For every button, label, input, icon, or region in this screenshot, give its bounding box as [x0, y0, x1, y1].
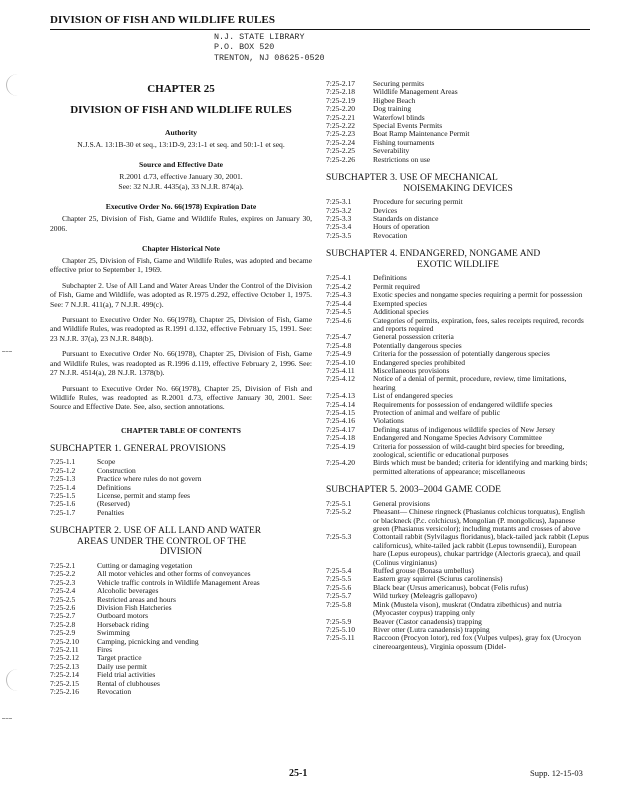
section-number: 7:25-5.11 — [326, 633, 355, 643]
chapter-title: DIVISION OF FISH AND WILDLIFE RULES — [70, 104, 292, 116]
section-title: Requirements for possession of endangered wildlife species — [373, 399, 553, 409]
section-title: Penalties — [97, 507, 125, 517]
history-paragraph: Pursuant to Executive Order No. 66(1978), Chapter 25, Division of Fish, Game and Wildlife Rules, was readopted as R.1991 d.132, effective February 15, 1991. See: 23 N.J.R. 37(a), 23 N.J.R. 848(b). — [50, 315, 312, 343]
section-title: Endangered species prohibited — [373, 357, 466, 367]
section-number: 7:25-3.2 — [326, 205, 352, 215]
section-number: 7:25-1.4 — [50, 482, 76, 492]
section-number: 7:25-2.20 — [326, 104, 355, 114]
toc-row — [326, 223, 590, 231]
section-number: 7:25-2.18 — [326, 87, 355, 97]
section-number: 7:25-2.3 — [50, 577, 76, 587]
section-title: General provisions — [373, 498, 430, 508]
section-number: 7:25-5.10 — [326, 624, 355, 634]
exec-order-heading: Executive Order No. 66(1978) Expiration Date — [105, 202, 257, 212]
subchapter-2-list — [50, 562, 312, 697]
section-number: 7:25-1.7 — [50, 507, 76, 517]
section-number: 7:25-2.24 — [326, 137, 355, 147]
subchapter-5-list — [326, 500, 590, 651]
section-number: 7:25-2.6 — [50, 602, 76, 612]
toc-row — [326, 232, 590, 240]
subchapter-title-line: SUBCHAPTER 3. USE OF MECHANICAL — [326, 173, 498, 184]
section-title: Dog training — [373, 104, 412, 114]
toc-row — [326, 215, 590, 223]
section-title: Criteria for possession of wild-caught bird species for breeding, zoological, scientific or educational purposes — [373, 441, 565, 459]
toc-heading: CHAPTER TABLE OF CONTENTS — [121, 425, 241, 435]
section-number: 7:25-4.17 — [326, 424, 355, 434]
section-number: 7:25-2.2 — [50, 569, 76, 579]
section-number: 7:25-5.3 — [326, 532, 352, 542]
section-title: Protection of animal and welfare of public — [373, 407, 501, 417]
history-paragraph: Pursuant to Executive Order No. 66(1978), Chapter 25, Division of Fish, Game and Wildlife Rules, was readopted as R.1996 d.119, effective February 2, 1996. See: 27 N.J.R. 4514(a), 28 N.J.R. 1378(b). — [50, 349, 312, 378]
toc-row — [50, 638, 312, 646]
section-number: 7:25-4.18 — [326, 433, 355, 443]
chapter-number: CHAPTER 25 — [147, 83, 215, 95]
toc-row — [50, 663, 312, 671]
stamp-line: N.J. STATE LIBRARY — [214, 32, 305, 42]
subchapter-4-list — [326, 274, 590, 476]
section-title: List of endangered species — [373, 391, 453, 401]
section-number: 7:25-1.2 — [50, 465, 76, 475]
history-paragraph: Chapter 25, Division of Fish, Game and Wildlife Rules, was adopted and became effective prior to September 1, 1969. — [50, 256, 312, 275]
section-number: 7:25-2.26 — [326, 154, 355, 164]
section-title: Definitions — [97, 482, 131, 492]
punch-hole — [6, 74, 29, 96]
section-title: Revocation — [97, 687, 132, 697]
section-title: Raccoon (Procyon lotor), red fox (Vulpes vulpes), gray fox (Urocyon cinereoargenteus), Virginia opossum (Didel- — [373, 633, 582, 651]
edge-mark — [2, 351, 12, 352]
section-number: 7:25-1.3 — [50, 474, 76, 484]
toc-row — [326, 130, 590, 138]
toc-row — [326, 601, 590, 618]
section-number: 7:25-3.4 — [326, 222, 352, 232]
section-title: Wild turkey (Meleagris gallopavo) — [373, 591, 478, 601]
library-stamp — [214, 32, 354, 63]
section-number: 7:25-5.5 — [326, 574, 352, 584]
left-column — [50, 80, 312, 696]
toc-row — [326, 147, 590, 155]
toc-row — [50, 492, 312, 500]
section-number: 7:25-2.5 — [50, 594, 76, 604]
section-number: 7:25-4.2 — [326, 281, 352, 291]
subchapter-title-line: SUBCHAPTER 4. ENDANGERED, NONGAME AND — [326, 249, 541, 260]
section-title: Wildlife Management Areas — [373, 87, 458, 97]
section-number: 7:25-4.11 — [326, 365, 355, 375]
section-number: 7:25-2.13 — [50, 661, 79, 671]
punch-hole — [6, 669, 29, 691]
section-number: 7:25-2.14 — [50, 670, 79, 680]
section-title: (Reserved) — [97, 499, 130, 509]
subchapter-title-line: SUBCHAPTER 1. GENERAL PROVISIONS — [50, 443, 226, 454]
section-title: Construction — [97, 465, 136, 475]
section-title: Practice where rules do not govern — [97, 474, 202, 484]
toc-row — [50, 604, 312, 612]
section-title: Division Fish Hatcheries — [97, 602, 172, 612]
section-number: 7:25-2.16 — [50, 687, 79, 697]
section-title: Higbee Beach — [373, 95, 416, 105]
authority-text: N.J.S.A. 13:1B-30 et seq., 13:1D-9, 23:1-1 et seq. and 50:1-1 et seq. — [77, 140, 285, 149]
header-rule — [50, 29, 590, 30]
history-paragraph: Subchapter 2. Use of All Land and Water Areas Under the Control of the Division of Fish, Game and Wildlife, was adopted as R.1975 d.292, effective October 1, 1975. See: 7 N.J.R. 411(a), 7 N.J.R. 499(c). — [50, 280, 312, 309]
subchapter-4-title — [326, 249, 590, 270]
subchapter-title-line: NOISEMAKING DEVICES — [403, 183, 513, 194]
subchapter-title-line: SUBCHAPTER 5. 2003–2004 GAME CODE — [326, 485, 501, 496]
toc-row — [326, 634, 590, 651]
section-number: 7:25-4.8 — [326, 340, 352, 350]
running-header: DIVISION OF FISH AND WILDLIFE RULES — [50, 14, 276, 26]
section-number: 7:25-4.20 — [326, 458, 355, 468]
section-number: 7:25-4.14 — [326, 399, 355, 409]
toc-row — [50, 680, 312, 688]
section-title: Boat Ramp Maintenance Permit — [373, 129, 470, 139]
section-title: Restrictions on use — [373, 154, 431, 164]
subchapter-2-list-continued — [326, 80, 590, 164]
section-number: 7:25-4.1 — [326, 273, 352, 283]
section-number: 7:25-2.22 — [326, 121, 355, 131]
section-title: Notice of a denial of permit, procedure, review, time limitations, hearing — [373, 374, 567, 392]
section-number: 7:25-2.25 — [326, 146, 355, 156]
toc-row — [326, 80, 590, 88]
source-line: R.2001 d.73, effective January 30, 2001. — [119, 172, 243, 182]
section-title: Devices — [373, 205, 398, 215]
section-title: Waterfowl blinds — [373, 112, 425, 122]
toc-row — [326, 443, 590, 460]
toc-row — [50, 587, 312, 595]
subchapter-title-line: SUBCHAPTER 2. USE OF ALL LAND AND WATER — [50, 526, 262, 537]
section-title: Potentially dangerous species — [373, 340, 462, 350]
subchapter-3-list — [326, 198, 590, 240]
section-number: 7:25-1.6 — [50, 499, 76, 509]
subchapter-1-title — [50, 444, 312, 455]
section-title: Beaver (Castor canadensis) trapping — [373, 616, 482, 626]
toc-row — [50, 458, 312, 466]
section-number: 7:25-3.3 — [326, 214, 352, 224]
section-title: Cutting or damaging vegetation — [97, 560, 193, 570]
toc-row — [326, 375, 590, 392]
subchapter-5-title — [326, 485, 590, 496]
section-title: Hours of operation — [373, 222, 430, 232]
exec-order-text: Chapter 25, Division of Fish, Game and Wildlife Rules, expires on January 30, 2006. — [50, 214, 312, 233]
section-number: 7:25-2.9 — [50, 628, 76, 638]
section-number: 7:25-2.12 — [50, 653, 79, 663]
section-number: 7:25-5.6 — [326, 582, 352, 592]
toc-row — [326, 409, 590, 417]
section-title: Pheasant— Chinese ringneck (Phasianus colchicus torquatus), English or blackneck (P.c. colchicus), Mongolian (P. mongolicus), Japanese green (Phasianus versicolor); including mutants and crosses of above — [373, 507, 585, 534]
subchapter-title-line: EXOTIC WILDLIFE — [417, 259, 499, 270]
section-number: 7:25-4.6 — [326, 315, 352, 325]
section-number: 7:25-2.8 — [50, 619, 76, 629]
section-title: Additional species — [373, 307, 429, 317]
section-number: 7:25-3.5 — [326, 230, 352, 240]
section-title: Exempted species — [373, 298, 427, 308]
supplement-date: Supp. 12-15-03 — [530, 768, 583, 778]
toc-row — [50, 612, 312, 620]
toc-row — [326, 459, 590, 476]
section-title: Miscellaneous provisions — [373, 365, 450, 375]
section-title: Daily use permit — [97, 661, 147, 671]
section-number: 7:25-4.4 — [326, 298, 352, 308]
section-title: Horseback riding — [97, 619, 149, 629]
section-title: Camping, picnicking and vending — [97, 636, 199, 646]
section-title: Violations — [373, 416, 404, 426]
toc-row — [50, 646, 312, 654]
toc-row — [50, 500, 312, 508]
section-title: Revocation — [373, 230, 408, 240]
subchapter-title-line: AREAS UNDER THE CONTROL OF THE — [77, 536, 246, 547]
section-title: All motor vehicles and other forms of conveyances — [97, 569, 251, 579]
section-title: Cottontail rabbit (Sylvilagus floridanus), black-tailed jack rabbit (Lepus californicus), white-tailed jack rabbit (Lepus townsendii), European hare (Lepus europeus), chukar partridge (Alectoris graeca), and quail (Colinus virginianus) — [373, 532, 589, 567]
toc-row — [326, 300, 590, 308]
section-number: 7:25-4.13 — [326, 391, 355, 401]
section-number: 7:25-5.1 — [326, 498, 352, 508]
subchapter-3-title — [326, 173, 590, 194]
section-title: Field trial activities — [97, 670, 156, 680]
section-title: Definitions — [373, 273, 407, 283]
section-number: 7:25-5.9 — [326, 616, 352, 626]
toc-row — [326, 291, 590, 299]
section-number: 7:25-4.16 — [326, 416, 355, 426]
section-title: Target practice — [97, 653, 142, 663]
section-title: Defining status of indigenous wildlife species of New Jersey — [373, 424, 556, 434]
edge-mark — [2, 718, 12, 719]
section-title: Securing permits — [373, 79, 425, 88]
toc-row — [50, 654, 312, 662]
source-line: See: 32 N.J.R. 4435(a), 33 N.J.R. 874(a). — [118, 181, 244, 191]
section-title: Rental of clubhouses — [97, 678, 160, 688]
history-heading: Chapter Historical Note — [142, 244, 220, 254]
toc-row — [50, 509, 312, 517]
section-title: Vehicle traffic controls in Wildlife Management Areas — [97, 577, 260, 587]
section-title: License, permit and stamp fees — [97, 490, 191, 500]
section-title: Exotic species and nongame species requiring a permit for possession — [373, 290, 583, 300]
section-number: 7:25-5.7 — [326, 591, 352, 601]
history-paragraph: Pursuant to Executive Order No. 66(1978), Chapter 25, Division of Fish and Wildlife Rules, was readopted as R.2001 d.73, effective January 30, 2001. See: Source and Effective Date. See, also, section annotations. — [50, 383, 312, 412]
toc-row — [326, 198, 590, 206]
subchapter-2-title — [50, 526, 312, 558]
toc-row — [326, 317, 590, 334]
toc-row — [50, 688, 312, 696]
section-number: 7:25-2.19 — [326, 95, 355, 105]
section-number: 7:25-2.23 — [326, 129, 355, 139]
section-number: 7:25-4.3 — [326, 290, 352, 300]
section-title: Severability — [373, 146, 410, 156]
section-title: Outboard motors — [97, 611, 149, 621]
section-number: 7:25-4.9 — [326, 349, 352, 359]
toc-row — [326, 105, 590, 113]
section-number: 7:25-4.7 — [326, 332, 352, 342]
subchapter-title-line: DIVISION — [159, 547, 203, 558]
section-number: 7:25-4.10 — [326, 357, 355, 367]
section-title: Endangered and Nongame Species Advisory Committee — [373, 433, 542, 443]
toc-row — [326, 508, 590, 533]
toc-row — [326, 274, 590, 282]
section-number: 7:25-2.15 — [50, 678, 79, 688]
section-number: 7:25-2.17 — [326, 79, 355, 88]
toc-row — [326, 97, 590, 105]
section-title: River otter (Lutra canadensis) trapping — [373, 624, 490, 634]
section-number: 7:25-1.1 — [50, 457, 76, 467]
section-number: 7:25-2.11 — [50, 645, 79, 654]
toc-row — [326, 359, 590, 367]
toc-row — [326, 156, 590, 164]
section-title: Birds which must be banded; criteria for identifying and marking birds; permitted alterations of appearance; miscellaneous — [373, 458, 588, 476]
page-number: 25-1 — [289, 768, 308, 779]
toc-row — [326, 88, 590, 96]
section-title: Swimming — [97, 628, 130, 638]
section-title: Special Events Permits — [373, 121, 443, 131]
section-title: Procedure for securing permit — [373, 197, 463, 207]
right-column — [326, 80, 590, 651]
section-title: Eastern gray squirrel (Sciurus carolinensis) — [373, 574, 503, 584]
section-number: 7:25-5.8 — [326, 599, 352, 609]
section-title: Black bear (Ursus americanus), bobcat (Felis rufus) — [373, 582, 529, 592]
section-number: 7:25-5.4 — [326, 566, 352, 576]
section-number: 7:25-4.15 — [326, 407, 355, 417]
section-title: Fires — [97, 645, 112, 654]
stamp-line: TRENTON, NJ 08625-0520 — [214, 52, 325, 63]
toc-row — [50, 671, 312, 679]
section-title: Ruffed grouse (Bonasa umbellus) — [373, 566, 474, 576]
section-title: Criteria for the possession of potentially dangerous species — [373, 349, 550, 359]
section-number: 7:25-5.2 — [326, 507, 352, 517]
section-title: Standards on distance — [373, 214, 439, 224]
section-title: Scope — [97, 457, 116, 467]
section-number: 7:25-4.19 — [326, 441, 355, 451]
section-number: 7:25-2.4 — [50, 586, 76, 596]
stamp-line: P.O. BOX 520 — [214, 42, 275, 53]
toc-row — [50, 621, 312, 629]
section-number: 7:25-1.5 — [50, 490, 76, 500]
section-title: Alcoholic beverages — [97, 586, 159, 596]
source-heading: Source and Effective Date — [138, 160, 223, 170]
authority-heading: Authority — [164, 128, 198, 137]
section-title: General possession criteria — [373, 332, 454, 342]
section-number: 7:25-2.1 — [50, 560, 76, 570]
section-number: 7:25-2.7 — [50, 611, 76, 621]
subchapter-1-list — [50, 458, 312, 517]
section-title: Mink (Mustela vison), muskrat (Ondatra zibethicus) and nutria (Myocaster coypus) trapping only — [373, 599, 562, 618]
toc-row — [326, 114, 590, 122]
section-number: 7:25-3.1 — [326, 197, 352, 207]
section-title: Permit required — [373, 281, 420, 291]
section-number: 7:25-2.10 — [50, 636, 79, 646]
toc-row — [326, 207, 590, 215]
section-title: Categories of permits, expiration, fees, sales receipts required, records and reports required — [373, 315, 584, 333]
section-title: Restricted areas and hours — [97, 594, 176, 604]
toc-row — [50, 475, 312, 483]
section-number: 7:25-2.21 — [326, 112, 355, 122]
section-number: 7:25-4.12 — [326, 374, 355, 384]
toc-row — [326, 139, 590, 147]
toc-row — [326, 533, 590, 567]
toc-row — [50, 596, 312, 604]
section-number: 7:25-4.5 — [326, 307, 352, 317]
section-title: Fishing tournaments — [373, 137, 435, 147]
toc-row — [50, 579, 312, 587]
